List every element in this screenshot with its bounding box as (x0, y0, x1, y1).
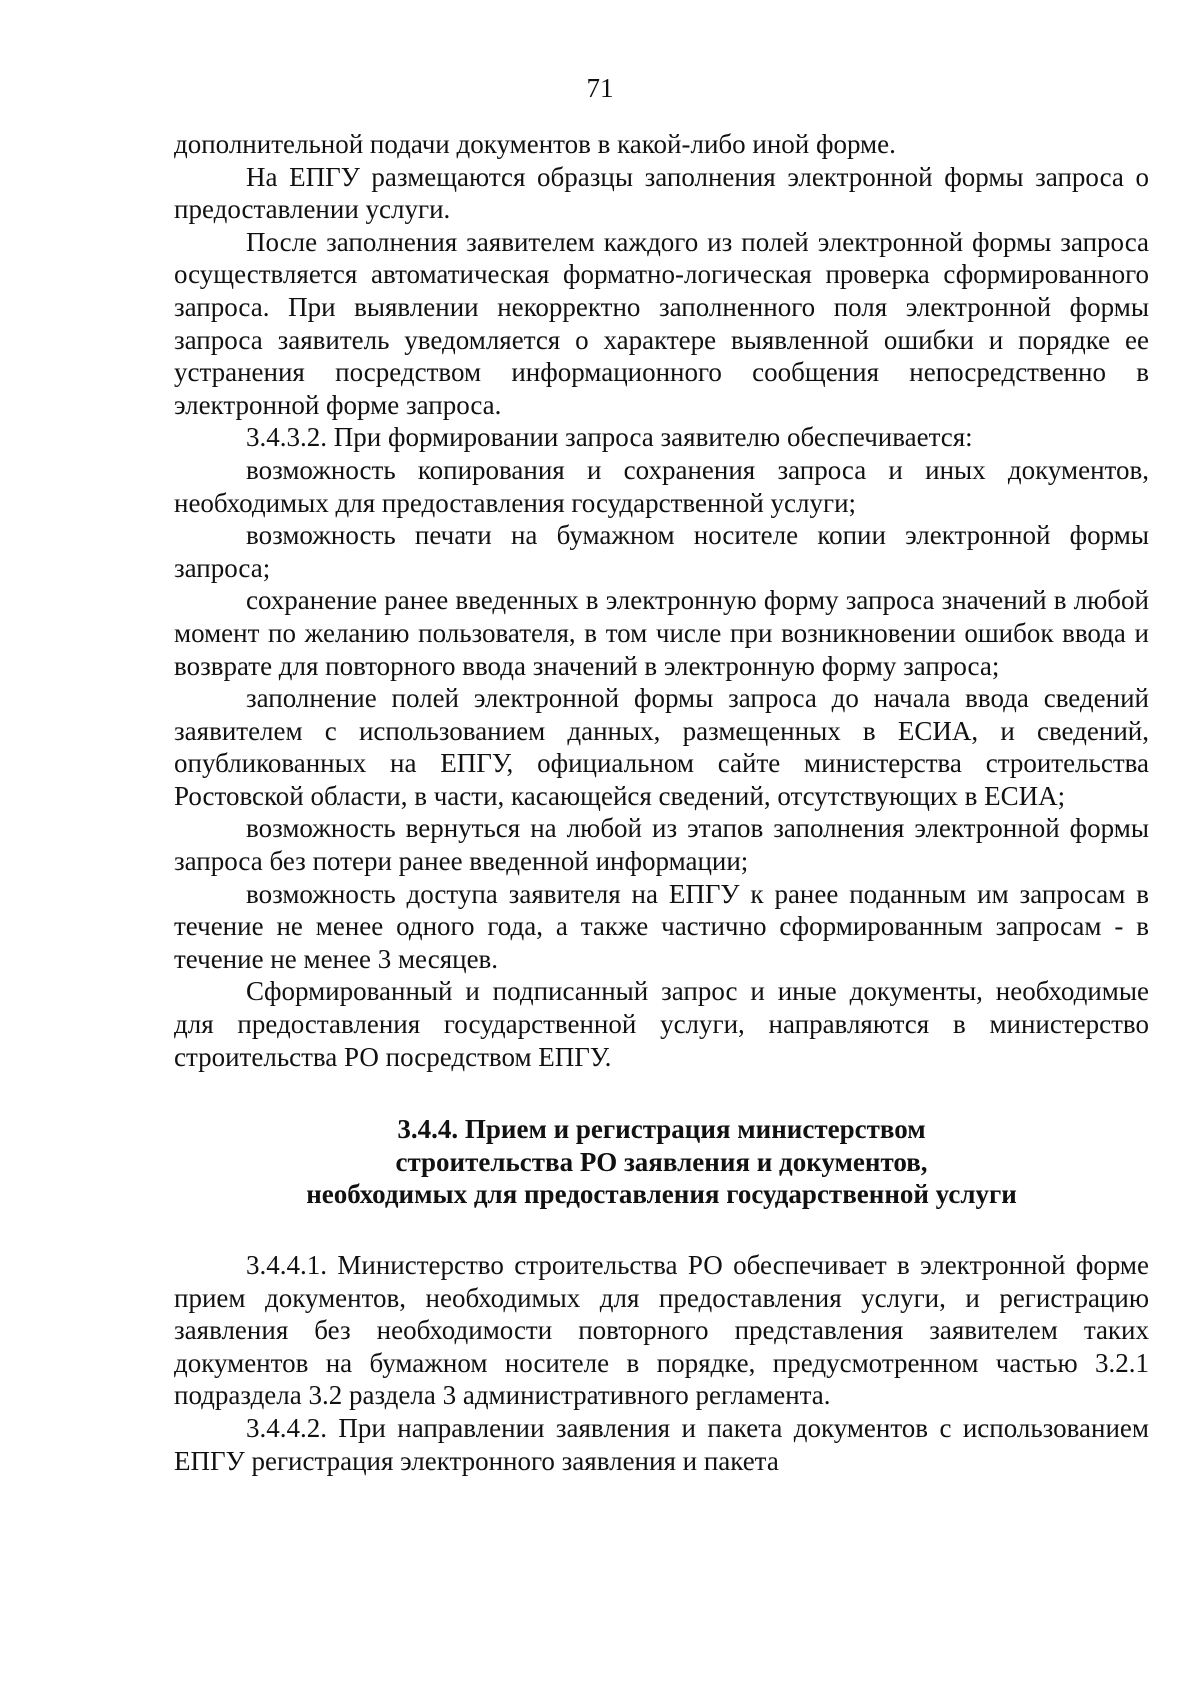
paragraph: 3.4.3.2. При формировании запроса заявителю обеспечивается: (246, 422, 973, 453)
paragraph: возможность печати на бумажном носителе копии электронной формы запроса; (174, 520, 1149, 583)
section-heading (174, 1113, 1149, 1211)
paragraph: сохранение ранее введенных в электронную форму запроса значений в любой момент по желанию пользователя, в том числе при возникновении ошибок ввода и возврате для повторного ввода значений в электронную форму запроса; (174, 585, 1149, 681)
paragraph: возможность копирования и сохранения запроса и иных документов, необходимых для предоставления государственной услуги; (174, 454, 1149, 518)
page-number: 71 (586, 73, 614, 103)
section-heading-line: строительства РО заявления и документов, (395, 1146, 928, 1177)
paragraph: заполнение полей электронной формы запроса до начала ввода сведений заявителем с использованием данных, размещенных в ЕСИА, и сведений, опубликованных на ЕПГУ, официальном сайте министерства строительства Ростовской области, в части, касающейся сведений, отсутствующих в ЕСИА; (174, 683, 1149, 811)
paragraph: 3.4.4.1. Министерство строительства РО обеспечивает в электронной форме прием документов, необходимых для предоставления услуги, и регистрацию заявления без необходимости повторного представления заявителем таких документов на бумажном носителе в порядке, предусмотренном частью 3.2.1 подраздела 3.2 раздела 3 административного регламента. (174, 1250, 1149, 1411)
paragraph: дополнительной подачи документов в какой-либо иной форме. (174, 129, 896, 159)
paragraph: Сформированный и подписанный запрос и иные документы, необходимые для предоставления государственной услуги, направляются в министерство строительства РО посредством ЕПГУ. (174, 976, 1149, 1072)
document-body (174, 128, 1149, 1477)
section-heading-line: необходимых для предоставления государственной услуги (306, 1179, 1017, 1210)
section-heading-line: 3.4.4. Прием и регистрация министерством (397, 1114, 926, 1145)
paragraph: возможность доступа заявителя на ЕПГУ к ранее поданным им запросам в течение не менее одного года, а также частично сформированным запросам - в течение не менее 3 месяцев. (174, 878, 1149, 974)
paragraph: возможность вернуться на любой из этапов заполнения электронной формы запроса без потери ранее введенной информации; (174, 813, 1149, 877)
paragraph: На ЕПГУ размещаются образцы заполнения электронной формы запроса о предоставлении услуги. (174, 161, 1149, 225)
paragraph: 3.4.4.2. При направлении заявления и пакета документов с использованием ЕПГУ регистрация электронного заявления и пакета (174, 1412, 1149, 1476)
paragraph: После заполнения заявителем каждого из полей электронной формы запроса осуществляется автоматическая форматно-логическая проверка сформированного запроса. При выявлении некорректно заполненного поля электронной формы запроса заявитель уведомляется о характере выявленной ошибки и порядке ее устранения посредством информационного сообщения непосредственно в электронной форме запроса. (174, 226, 1149, 420)
